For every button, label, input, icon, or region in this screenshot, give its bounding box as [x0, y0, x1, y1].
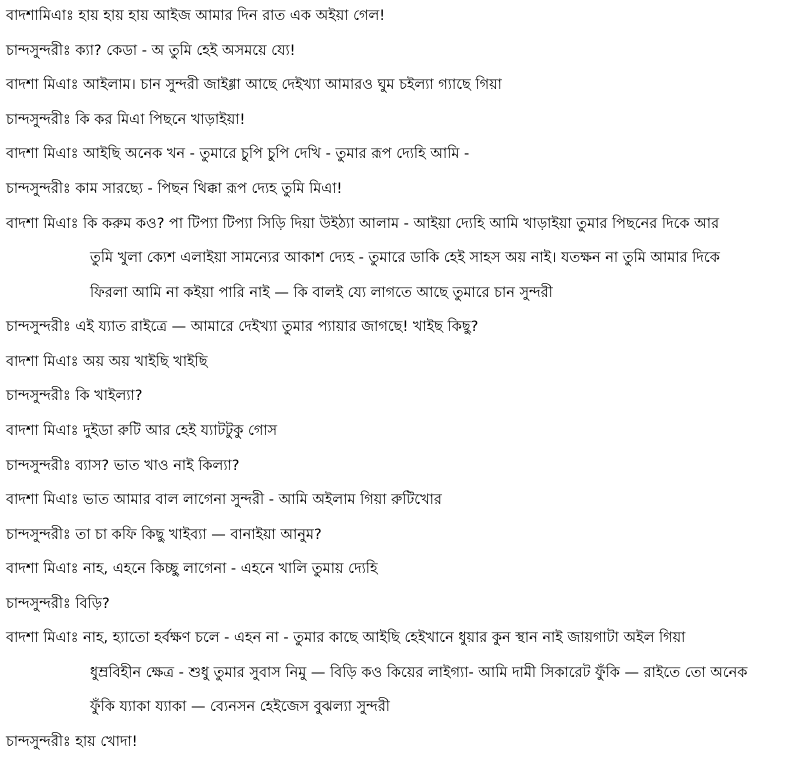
- dialogue-line-8: চান্দসুন্দরীঃ এই য্যাত রাইত্রে — আমারে দেইখ্যা তুমার প্যায়ার জাগছে! খাইছ কিছু?: [6, 319, 479, 335]
- dialogue-line-17-cont-1: ধুম্রবিহীন ক্ষেত্র - শুধু তুমার সুবাস নিমু — বিড়ি কও কিয়ের লাইগ্যা- আমি দামী সিকারেট ফুঁকি — রাইতে তো অনেক: [90, 665, 748, 681]
- dialogue-line-11: বাদশা মিএাঃ দুইডা রুটি আর হেই য্যাটটুকু গোস: [6, 423, 278, 439]
- dialogue-line-7-cont-2: ফিরলা আমি না কইয়া পারি নাই — কি বালই য্যে লাগতে আছে তুমারে চান সুন্দরী: [90, 285, 553, 301]
- dialogue-line-13: বাদশা মিএাঃ ভাত আমার বাল লাগেনা সুন্দরী - আমি অইলাম গিয়া রুটিখোর: [6, 492, 442, 508]
- dialogue-line-16: চান্দসুন্দরীঃ বিড়ি?: [6, 596, 110, 612]
- dialogue-line-18: চান্দসুন্দরীঃ হায় খোদা!: [6, 734, 138, 750]
- dialogue-line-17: বাদশা মিএাঃ নাহ, হ্যাতো হর্বক্ষণ চলে - এহন না - তুমার কাছে আইছি হেইখানে ধুয়ার কুন স্থান নাই জায়গাটা অইল গিয়া: [6, 630, 686, 646]
- dialogue-line-5: বাদশা মিএাঃ আইছি অনেক খন - তুমারে চুপি চুপি দেখি - তুমার রূপ দ্যেহি আমি -: [6, 146, 470, 162]
- dialogue-line-7-cont-1: তুমি খুলা ক্যেশ এলাইয়া সামন্যের আকাশ দ্যেহ - তুমারে ডাকি হেই সাহস অয় নাই। যতক্ষন না তুমি আমার দিকে: [90, 250, 720, 266]
- dialogue-line-17-cont-2: ফুঁকি য্যাকা য্যাকা — ব্যেনসন হেইজেস বুঝল্যা সুন্দরী: [90, 699, 390, 715]
- dialogue-line-4: চান্দসুন্দরীঃ কি কর মিএা পিছনে খাড়াইয়া!: [6, 112, 246, 128]
- dialogue-line-6: চান্দসুন্দরীঃ কাম সারছ্যে - পিছন থিক্কা রূপ দ্যেহ তুমি মিএা!: [6, 181, 343, 197]
- dialogue-line-12: চান্দসুন্দরীঃ ব্যাস? ভাত খাও নাই কিল্যা?: [6, 458, 240, 474]
- dialogue-line-14: চান্দসুন্দরীঃ তা চা কফি কিছু খাইব্যা — বানাইয়া আনুম?: [6, 527, 322, 543]
- dialogue-line-15: বাদশা মিএাঃ নাহ, এহনে কিচ্ছু লাগেনা - এহনে খালি তুমায় দ্যেহি: [6, 561, 378, 577]
- dialogue-line-9: বাদশা মিএাঃ অয় অয় খাইছি খাইছি: [6, 354, 208, 370]
- dialogue-line-7: বাদশা মিএাঃ কি করুম কও? পা টিপ্যা টিপ্যা সিড়ি দিয়া উইঠ্যা আলাম - আইয়া দ্যেহি আমি খাড়াইয়া তুমার পিছনের দিকে আর: [6, 216, 720, 232]
- dialogue-line-2: চান্দসুন্দরীঃ ক্যা? কেডা - অ তুমি হেই অসময়ে য্যে!: [6, 43, 296, 59]
- dialogue-line-3: বাদশা মিএাঃ আইলাম। চান সুন্দরী জাইগ্গা আছে দেইখ্যা আমারও ঘুম চইল্যা গ্যাছে গিয়া: [6, 77, 502, 93]
- dialogue-line-1: বাদশামিএাঃ হায় হায় হায় আইজ আমার দিন রাত এক অইয়া গেল!: [6, 8, 386, 24]
- dialogue-line-10: চান্দসুন্দরীঃ কি খাইল্যা?: [6, 388, 143, 404]
